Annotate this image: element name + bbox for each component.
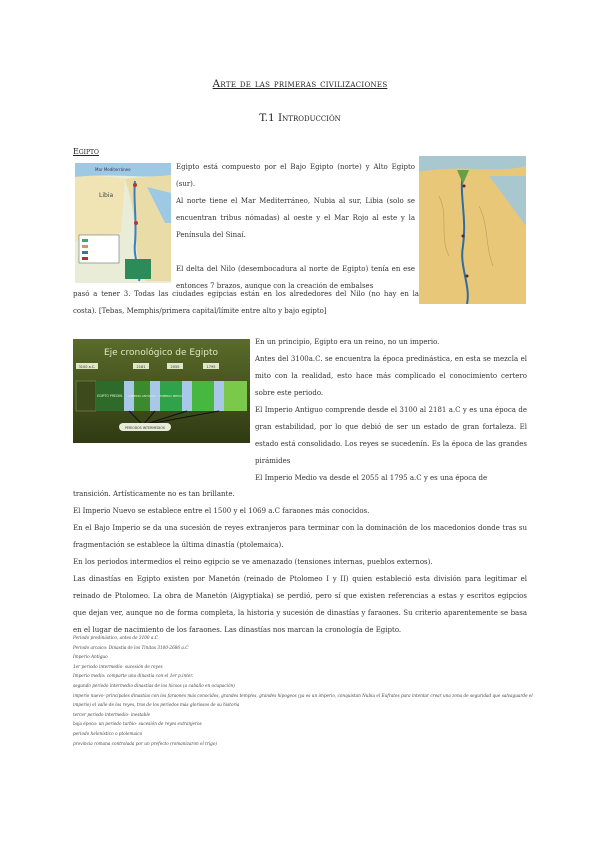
note-line: segundo periodo intermedio dinastías de los hicsos (a caballo en ocupación)	[73, 682, 235, 688]
document-title: Arte de las primeras civilizaciones	[212, 78, 388, 90]
dynasties-text: Las dinastías en Egipto existen por Manetón (reinado de Ptolomeo I y II) quien estableció esta división para legitimar el reinado de Ptolomeo. La obra de Manetón (Aigyptiaka) se perdió, pero sí que existen referencias a estas y escritos egipcios que dejan ver, aunque no de forma completa, la historia y sucesión de dinastías y faraones. Su criterio aparentemente se basa en el lugar de nacimiento de los faraones. Las dinastías nos marcan la cronología de Egipto.	[73, 575, 527, 634]
history-text-2: Antes del 3100a.C. se encuentra la época predinástica, en esta se mezcla el mito con la realidad, esto hace más complicado el conocimiento certero sobre este periodo.	[255, 355, 527, 397]
intro-text-3: El delta del Nilo (desembocadura al norte de Egipto) tenía en ese entonces 7 brazos, aunque con la creación de embalses	[176, 265, 415, 290]
intro-paragraph-right	[176, 159, 415, 295]
map-label-libia: Libia	[99, 192, 114, 199]
history-text-1: En un principio, Egipto era un reino, no un imperio.	[255, 338, 440, 346]
chronology-chart-image	[73, 339, 250, 443]
chart-box-predinastico: EGIPTO PREDIN.	[97, 394, 123, 398]
chart-label-3100: 3100 a.C.	[78, 365, 96, 369]
period-notes-list	[73, 633, 543, 748]
chart-label-2181: 2181	[136, 365, 146, 369]
egypt-map-graphic	[75, 163, 171, 283]
section-subtitle: T.1 Introducción	[259, 112, 341, 124]
note-line: Periodo arcaico: Dinastía de los Tinitas 3100-2686 a.C	[73, 644, 189, 650]
chart-box-imperio-antiguo: IMPERIO ANTIGUO	[128, 394, 156, 398]
history-text-7: En el Bajo Imperio se da una sucesión de reyes extranjeros para terminar con la dominación de los macedonios donde tras su fragmentación se establece la última dinastía (ptolemaica).	[73, 524, 527, 549]
chart-title: Eje cronológico de Egipto	[103, 348, 219, 358]
history-text-8: En los periodos intermedios el reino egipcio se ve amenazado (tensiones internas, pueblos externos).	[73, 558, 433, 566]
history-text-5: transición. Artísticamente no es tan brillante.	[73, 490, 235, 498]
intro-text-4: pasó a tener 3. Todas las ciudades egipcias están en los alrededores del Nilo (no hay en la costa). [Tebas, Memphis/primera capital/límite entre alto y bajo egipto]	[73, 290, 419, 315]
chart-label-2055: 2055	[170, 365, 180, 369]
history-text-3: El Imperio Antiguo comprende desde el 3100 al 2181 a.C y es una época de gran estabilidad, por lo que debió de ser un estado de gran fortaleza. El estado está consolidado. Los reyes se sucedenín. Es la época de las grandes pirámides	[255, 406, 527, 465]
history-paragraph-full	[73, 486, 527, 571]
egypt-nile-map-image	[419, 156, 526, 304]
history-text-6: El Imperio Nuevo se establece entre el 1500 y el 1069 a.C faraones más conocidos.	[73, 507, 370, 515]
intro-paragraph-full	[73, 286, 419, 320]
chart-bottom-label: PERIODOS INTERMEDIOS	[125, 426, 165, 430]
note-line: 1er periodo intermedio- sucesión de reyes	[73, 663, 163, 669]
map-label-sea: Mar Mediterráneo	[95, 167, 131, 172]
egypt-map-image	[75, 163, 171, 283]
note-line: imperio nuevo- principales dinastías con los faraones más conocidos, grandes templos, grandes hipogeos (ya es un imperio, conquistan Nubia el Eufrates para intentar crear una zona de seguridad que salvaguarde el imperio) el valle de los reyes, tras de los periodos más gloriosos de su historia	[73, 692, 533, 708]
history-paragraph-right	[255, 334, 527, 487]
note-line: Imperio Antiguo	[73, 654, 108, 660]
dynasties-paragraph	[73, 571, 527, 639]
note-line: Imperio medio: comparte una dinastía con el 1er p.inter.	[73, 673, 194, 679]
note-line: periodo helenístico o ptolemaico	[73, 730, 143, 736]
note-line: tercer periodo intermedio- inestable	[73, 711, 151, 717]
chart-label-1795: 1795	[206, 365, 216, 369]
chart-box-imperio-medio: IMPERIO MEDIO	[159, 394, 183, 398]
nile-map-graphic	[419, 156, 526, 304]
note-line: baja época: un periodo turbio- sucesión de reyes extranjeros	[73, 721, 202, 727]
intro-text-2: Al norte tiene el Mar Mediterráneo, Nubia al sur, Libia (solo se encuentran tribus nómadas) al oeste y el Mar Rojo al este y la Península del Sinaí.	[176, 197, 415, 239]
note-line: provincia romana controlada por un prefecto (romanizaron el trigo)	[73, 740, 217, 746]
section-heading: Egipto	[73, 147, 99, 156]
note-line: Periodo predinástico, antes de 3100 a.C	[73, 635, 158, 640]
intro-text-1: Egipto está compuesto por el Bajo Egipto (norte) y Alto Egipto (sur).	[176, 163, 415, 188]
history-text-4: El Imperio Medio va desde el 2055 al 1795 a.C y es una época de	[255, 474, 488, 482]
chronology-graphic	[73, 339, 250, 443]
